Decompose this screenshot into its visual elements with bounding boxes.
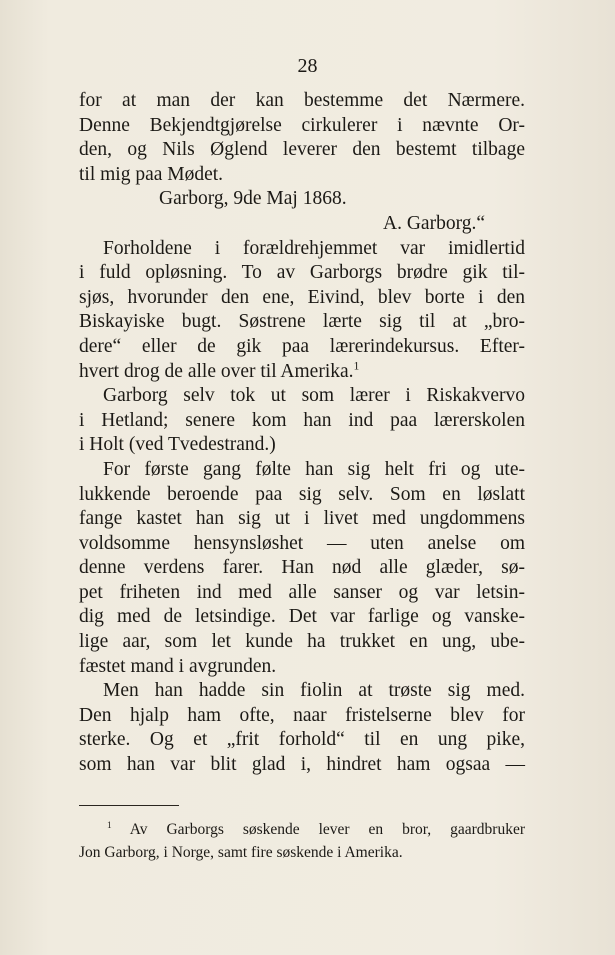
text-line: lukkende beroende paa sig selv. Som en løslatt [79,483,525,505]
text-line: for at man der kan bestemme det Nærmere. [79,90,525,111]
body-text [79,89,525,778]
letter-signature-date: Garborg, 9de Maj 1868. [159,188,347,210]
text-line-with-footnote [79,360,525,385]
footnote-text: Av Garborgs søskende lever en bror, gaardbruker [129,821,525,838]
text-line: dere“ eller de gik paa lærerindekursus. Efter- [79,335,525,357]
text-line: til mig paa Mødet. [79,163,224,185]
text-line: lige aar, som let kunde ha trukket en ung, ube- [79,631,525,653]
footnote-reference: 1 [353,359,360,373]
text-line: fæstet mand i avgrunden. [79,655,277,677]
text-line: denne verdens farer. Han nød alle glæder, sø- [79,557,525,579]
text-line: Den hjalp ham ofte, naar fristelserne blev for [79,704,525,726]
footnote-line: Jon Garborg, i Norge, samt fire søskende i Amerika. [79,844,403,861]
text-line: sjøs, hvorunder den ene, Eivind, blev borte i den [79,286,525,308]
text-line: som han var blit glad i, hindret ham ogsaa — [79,754,525,776]
text-line: i Hetland; senere kom han ind paa lærerskolen [79,409,525,431]
text-line: i Holt (ved Tvedestrand.) [79,434,276,456]
text-line: Men han hadde sin fiolin at trøste sig med. [103,680,525,702]
letter-signature-name: A. Garborg.“ [383,212,485,234]
text-line: For første gang følte han sig helt fri og ute- [103,458,525,480]
text-line: fange kastet han sig ut i livet med ungdommens [79,508,525,530]
text-line: dig med de letsindige. Det var farlige og vanske- [79,606,525,628]
text-line-content: hvert drog de alle over til Amerika. [79,360,354,382]
page-number: 28 [297,55,318,77]
text-line: i fuld opløsning. To av Garborgs brødre gik til- [79,262,525,284]
footnote-divider [79,805,179,806]
footnote-line [79,818,525,841]
text-line: Denne Bekjendtgjørelse cirkulerer i nævnte Or- [79,114,525,136]
text-line: voldsomme hensynsløshet — uten anelse om [79,532,525,554]
footnote-marker: 1 [107,820,112,831]
text-line: Garborg selv tok ut som lærer i Riskakvervo [103,385,525,407]
text-line: den, og Nils Øglend leverer den bestemt tilbage [79,139,525,161]
text-line: pet friheten ind med alle sanser og var letsin- [79,581,525,603]
text-line: Biskayiske bugt. Søstrene lærte sig til at „bro- [79,311,525,333]
footnote [79,818,525,864]
text-line: sterke. Og et „frit forhold“ til en ung pike, [79,729,525,751]
text-line: Forholdene i forældrehjemmet var imidlertid [103,237,525,259]
